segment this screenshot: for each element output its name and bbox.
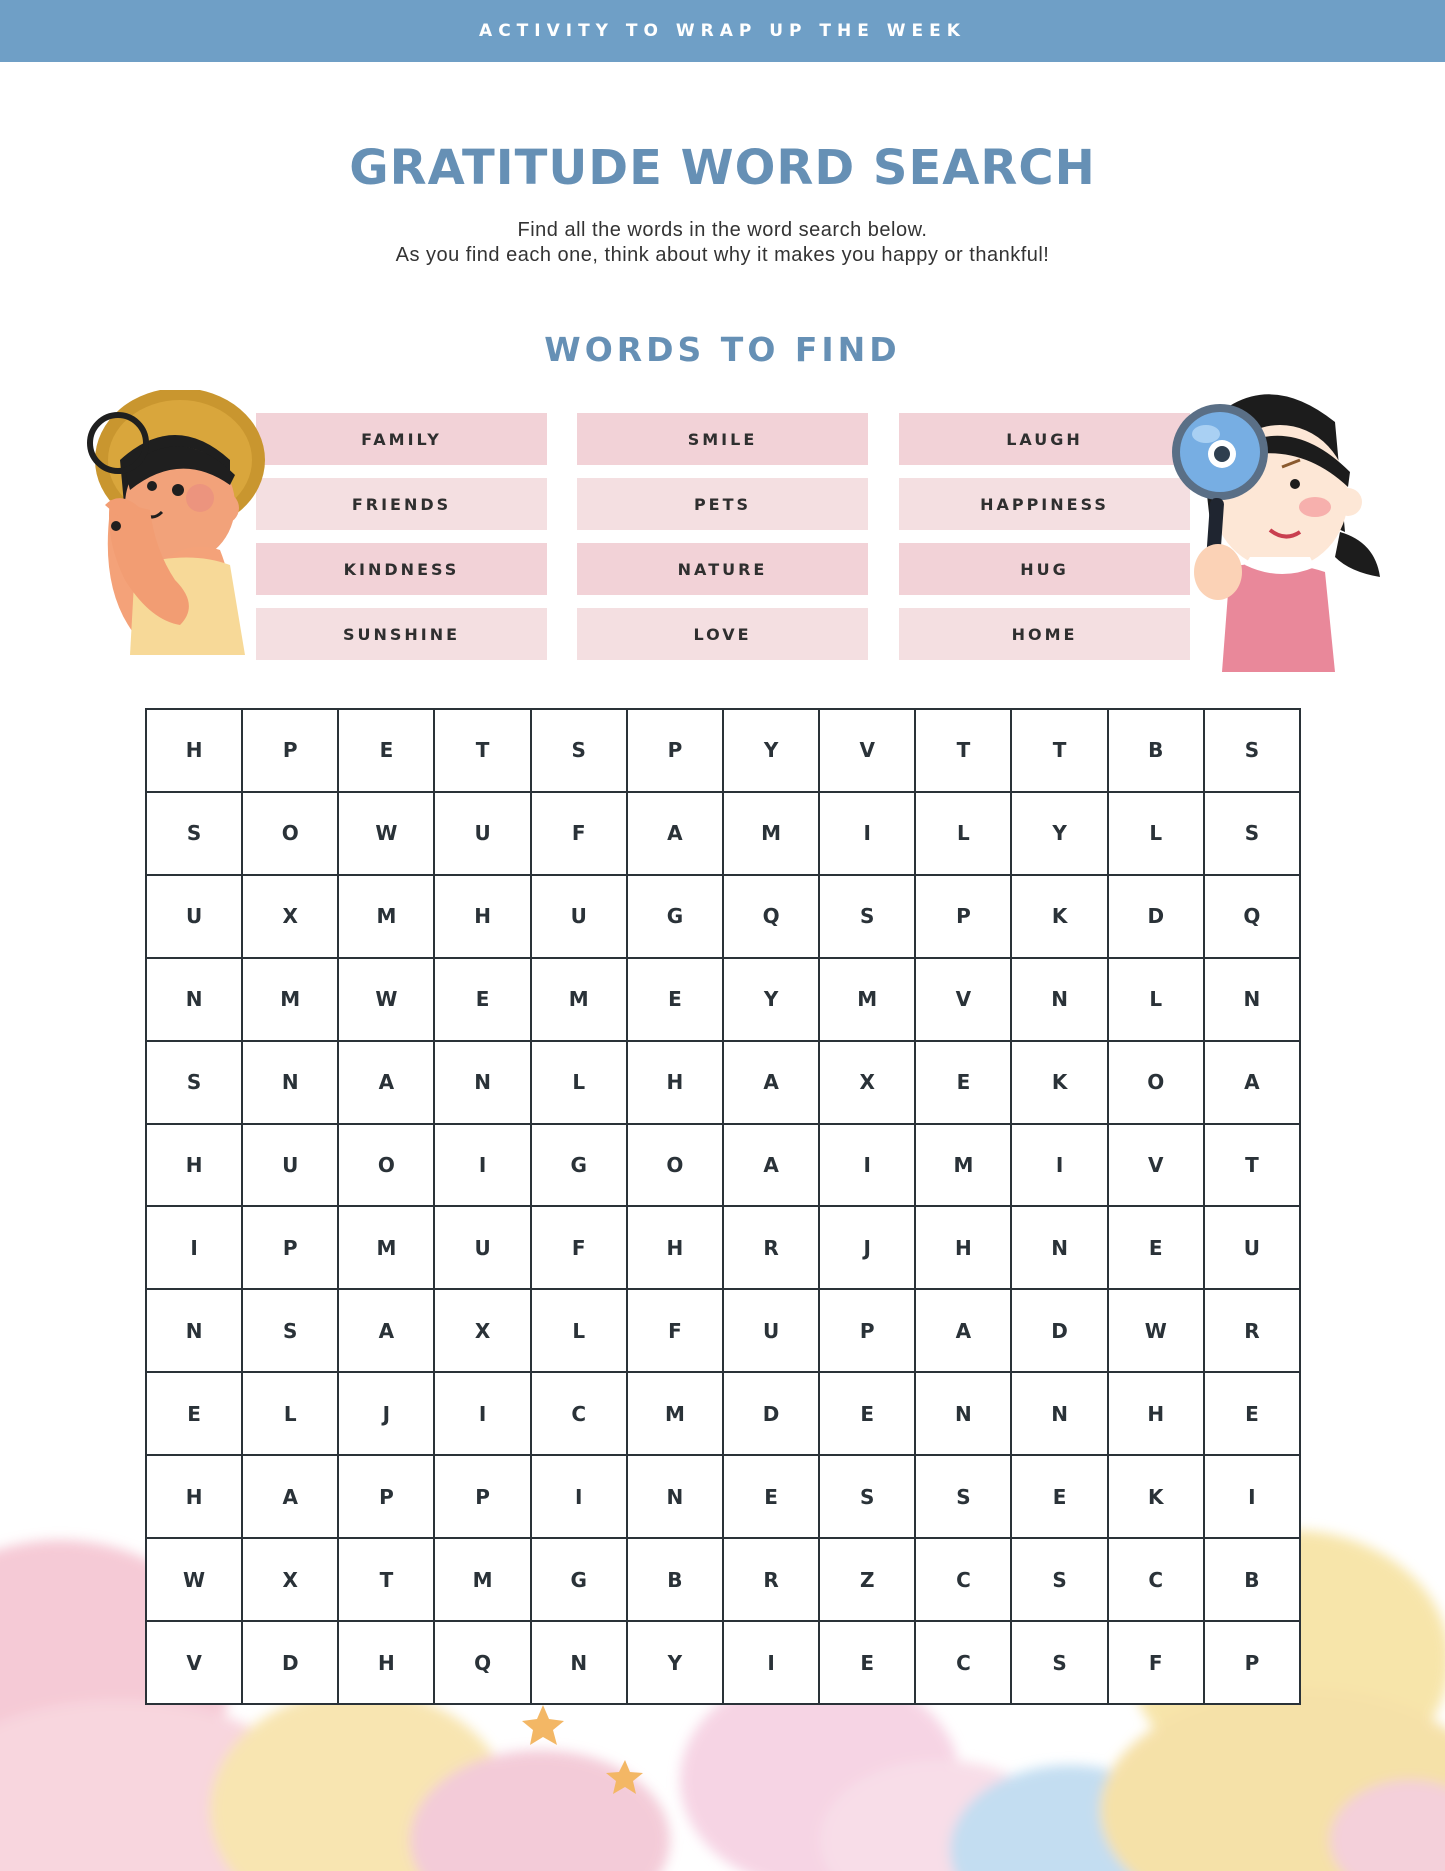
grid-cell[interactable]: S bbox=[1011, 1621, 1107, 1704]
grid-cell[interactable]: S bbox=[242, 1289, 338, 1372]
grid-cell[interactable]: E bbox=[146, 1372, 242, 1455]
grid-cell[interactable]: U bbox=[434, 1206, 530, 1289]
grid-cell[interactable]: E bbox=[1011, 1455, 1107, 1538]
grid-cell[interactable]: A bbox=[338, 1289, 434, 1372]
grid-cell[interactable]: J bbox=[819, 1206, 915, 1289]
grid-cell[interactable]: I bbox=[434, 1124, 530, 1207]
grid-cell[interactable]: C bbox=[1108, 1538, 1204, 1621]
grid-cell[interactable]: G bbox=[531, 1124, 627, 1207]
word-box: LAUGH bbox=[899, 413, 1190, 465]
grid-cell[interactable]: J bbox=[338, 1372, 434, 1455]
banner-text: ACTIVITY TO WRAP UP THE WEEK bbox=[479, 21, 966, 41]
grid-cell[interactable]: Y bbox=[723, 709, 819, 792]
word-search-grid bbox=[145, 708, 1301, 1705]
grid-cell[interactable]: O bbox=[242, 792, 338, 875]
grid-cell[interactable]: N bbox=[146, 1289, 242, 1372]
grid-cell[interactable]: S bbox=[146, 792, 242, 875]
word-box: HUG bbox=[899, 543, 1190, 595]
grid-cell[interactable]: P bbox=[242, 709, 338, 792]
grid-cell[interactable]: S bbox=[1204, 792, 1300, 875]
grid-cell[interactable]: D bbox=[723, 1372, 819, 1455]
word-box: SUNSHINE bbox=[256, 608, 547, 660]
grid-cell[interactable]: M bbox=[819, 958, 915, 1041]
grid-cell[interactable]: T bbox=[915, 709, 1011, 792]
word-box: FRIENDS bbox=[256, 478, 547, 530]
grid-cell[interactable]: N bbox=[1011, 1372, 1107, 1455]
grid-cell[interactable]: Y bbox=[1011, 792, 1107, 875]
grid-cell[interactable]: V bbox=[915, 958, 1011, 1041]
grid-cell[interactable]: T bbox=[1204, 1124, 1300, 1207]
grid-cell[interactable]: B bbox=[1204, 1538, 1300, 1621]
grid-cell[interactable]: I bbox=[531, 1455, 627, 1538]
grid-cell[interactable]: V bbox=[1108, 1124, 1204, 1207]
grid-cell[interactable]: E bbox=[434, 958, 530, 1041]
grid-cell[interactable]: C bbox=[915, 1538, 1011, 1621]
word-box: KINDNESS bbox=[256, 543, 547, 595]
grid-cell[interactable]: V bbox=[819, 709, 915, 792]
grid-cell[interactable]: U bbox=[1204, 1206, 1300, 1289]
grid-cell[interactable]: D bbox=[1011, 1289, 1107, 1372]
grid-cell[interactable]: E bbox=[819, 1372, 915, 1455]
grid-cell[interactable]: B bbox=[627, 1538, 723, 1621]
grid-cell[interactable]: A bbox=[723, 1124, 819, 1207]
grid-cell[interactable]: G bbox=[531, 1538, 627, 1621]
grid-cell[interactable]: R bbox=[1204, 1289, 1300, 1372]
grid-cell[interactable]: A bbox=[915, 1289, 1011, 1372]
thinking-boy-illustration bbox=[80, 390, 270, 665]
grid-cell[interactable]: R bbox=[723, 1538, 819, 1621]
grid-cell[interactable]: K bbox=[1108, 1455, 1204, 1538]
grid-cell[interactable]: P bbox=[242, 1206, 338, 1289]
grid-cell[interactable]: E bbox=[819, 1621, 915, 1704]
word-box: LOVE bbox=[577, 608, 868, 660]
grid-cell[interactable]: S bbox=[1011, 1538, 1107, 1621]
grid-cell[interactable]: N bbox=[1204, 958, 1300, 1041]
grid-cell[interactable]: D bbox=[242, 1621, 338, 1704]
words-to-find-heading: WORDS TO FIND bbox=[544, 330, 901, 369]
grid-cell[interactable]: E bbox=[915, 1041, 1011, 1124]
grid-cell[interactable]: M bbox=[338, 1206, 434, 1289]
word-box: FAMILY bbox=[256, 413, 547, 465]
grid-cell[interactable]: I bbox=[1011, 1124, 1107, 1207]
grid-cell[interactable]: T bbox=[1011, 709, 1107, 792]
grid-cell[interactable]: H bbox=[915, 1206, 1011, 1289]
grid-cell[interactable]: A bbox=[1204, 1041, 1300, 1124]
intro-text bbox=[0, 218, 1445, 268]
grid-cell[interactable]: M bbox=[723, 792, 819, 875]
grid-cell[interactable]: W bbox=[338, 958, 434, 1041]
grid-cell[interactable]: H bbox=[146, 709, 242, 792]
grid-cell[interactable]: S bbox=[1204, 709, 1300, 792]
grid-cell[interactable]: E bbox=[1108, 1206, 1204, 1289]
grid-cell[interactable]: O bbox=[338, 1124, 434, 1207]
grid-cell[interactable]: Q bbox=[723, 875, 819, 958]
grid-cell[interactable]: X bbox=[819, 1041, 915, 1124]
grid-cell[interactable]: N bbox=[434, 1041, 530, 1124]
grid-cell[interactable]: N bbox=[146, 958, 242, 1041]
grid-cell[interactable]: A bbox=[627, 792, 723, 875]
grid-cell[interactable]: O bbox=[1108, 1041, 1204, 1124]
grid-cell[interactable]: P bbox=[1204, 1621, 1300, 1704]
grid-cell[interactable]: U bbox=[531, 875, 627, 958]
top-banner bbox=[0, 0, 1445, 62]
grid-cell[interactable]: Q bbox=[1204, 875, 1300, 958]
grid-cell[interactable]: L bbox=[531, 1289, 627, 1372]
grid-cell[interactable]: L bbox=[1108, 792, 1204, 875]
word-box: HAPPINESS bbox=[899, 478, 1190, 530]
grid-cell[interactable]: W bbox=[1108, 1289, 1204, 1372]
grid-cell[interactable]: L bbox=[242, 1372, 338, 1455]
grid-cell[interactable]: A bbox=[242, 1455, 338, 1538]
grid-cell[interactable]: X bbox=[242, 875, 338, 958]
grid-cell[interactable]: V bbox=[146, 1621, 242, 1704]
grid-cell[interactable]: C bbox=[531, 1372, 627, 1455]
grid-cell[interactable]: W bbox=[146, 1538, 242, 1621]
grid-cell[interactable]: Y bbox=[723, 958, 819, 1041]
grid-cell[interactable]: G bbox=[627, 875, 723, 958]
grid-cell[interactable]: A bbox=[723, 1041, 819, 1124]
grid-cell[interactable]: U bbox=[434, 792, 530, 875]
grid-cell[interactable]: N bbox=[1011, 1206, 1107, 1289]
grid-cell[interactable]: H bbox=[627, 1041, 723, 1124]
grid-cell[interactable]: I bbox=[1204, 1455, 1300, 1538]
grid-cell[interactable]: I bbox=[434, 1372, 530, 1455]
grid-cell[interactable]: A bbox=[338, 1041, 434, 1124]
grid-cell[interactable]: N bbox=[531, 1621, 627, 1704]
grid-cell[interactable]: P bbox=[627, 709, 723, 792]
word-box: NATURE bbox=[577, 543, 868, 595]
grid-cell[interactable]: S bbox=[146, 1041, 242, 1124]
grid-cell[interactable]: D bbox=[1108, 875, 1204, 958]
grid-cell[interactable]: E bbox=[723, 1455, 819, 1538]
grid-cell[interactable]: R bbox=[723, 1206, 819, 1289]
grid-cell[interactable]: B bbox=[1108, 709, 1204, 792]
word-box: PETS bbox=[577, 478, 868, 530]
grid-cell[interactable]: N bbox=[915, 1372, 1011, 1455]
grid-cell[interactable]: F bbox=[627, 1289, 723, 1372]
grid-cell[interactable]: P bbox=[819, 1289, 915, 1372]
word-box: HOME bbox=[899, 608, 1190, 660]
grid-cell[interactable]: H bbox=[627, 1206, 723, 1289]
girl-with-magnifier-illustration bbox=[1150, 372, 1380, 672]
grid-cell[interactable]: W bbox=[338, 792, 434, 875]
grid-cell[interactable]: M bbox=[627, 1372, 723, 1455]
grid-cell[interactable]: S bbox=[915, 1455, 1011, 1538]
grid-cell[interactable]: H bbox=[434, 875, 530, 958]
grid-cell[interactable]: U bbox=[146, 875, 242, 958]
grid-cell[interactable]: M bbox=[531, 958, 627, 1041]
grid-cell[interactable]: U bbox=[242, 1124, 338, 1207]
grid-cell[interactable]: K bbox=[1011, 1041, 1107, 1124]
grid-cell[interactable]: M bbox=[915, 1124, 1011, 1207]
grid-cell[interactable]: F bbox=[531, 1206, 627, 1289]
grid-cell[interactable]: X bbox=[242, 1538, 338, 1621]
grid-cell[interactable]: N bbox=[1011, 958, 1107, 1041]
grid-cell[interactable]: F bbox=[1108, 1621, 1204, 1704]
word-box: SMILE bbox=[577, 413, 868, 465]
grid-cell[interactable]: P bbox=[915, 875, 1011, 958]
grid-cell[interactable]: S bbox=[819, 875, 915, 958]
grid-cell[interactable]: L bbox=[1108, 958, 1204, 1041]
grid-cell[interactable]: E bbox=[627, 958, 723, 1041]
grid-cell[interactable]: Z bbox=[819, 1538, 915, 1621]
grid-cell[interactable]: L bbox=[915, 792, 1011, 875]
grid-cell[interactable]: O bbox=[627, 1124, 723, 1207]
grid-cell[interactable]: T bbox=[338, 1538, 434, 1621]
grid-cell[interactable]: H bbox=[338, 1621, 434, 1704]
grid-cell[interactable]: Q bbox=[434, 1621, 530, 1704]
grid-cell[interactable]: M bbox=[434, 1538, 530, 1621]
grid-cell[interactable]: C bbox=[915, 1621, 1011, 1704]
grid-cell[interactable]: E bbox=[338, 709, 434, 792]
grid-cell[interactable]: Y bbox=[627, 1621, 723, 1704]
grid-cell[interactable]: F bbox=[531, 792, 627, 875]
grid-cell[interactable]: S bbox=[819, 1455, 915, 1538]
grid-cell[interactable]: I bbox=[819, 792, 915, 875]
grid-cell[interactable]: X bbox=[434, 1289, 530, 1372]
grid-cell[interactable]: H bbox=[146, 1124, 242, 1207]
grid-cell[interactable]: N bbox=[242, 1041, 338, 1124]
grid-cell[interactable]: P bbox=[338, 1455, 434, 1538]
grid-cell[interactable]: T bbox=[434, 709, 530, 792]
grid-cell[interactable]: U bbox=[723, 1289, 819, 1372]
page-title: GRATITUDE WORD SEARCH bbox=[349, 140, 1096, 196]
grid-cell[interactable]: M bbox=[338, 875, 434, 958]
intro-line-2: As you find each one, think about why it makes you happy or thankful! bbox=[395, 244, 1050, 266]
grid-cell[interactable]: N bbox=[627, 1455, 723, 1538]
grid-cell[interactable]: S bbox=[531, 709, 627, 792]
grid-cell[interactable]: H bbox=[1108, 1372, 1204, 1455]
grid-cell[interactable]: I bbox=[146, 1206, 242, 1289]
grid-cell[interactable]: I bbox=[819, 1124, 915, 1207]
grid-cell[interactable]: P bbox=[434, 1455, 530, 1538]
grid-cell[interactable]: I bbox=[723, 1621, 819, 1704]
grid-cell[interactable]: K bbox=[1011, 875, 1107, 958]
grid-cell[interactable]: H bbox=[146, 1455, 242, 1538]
grid-cell[interactable]: L bbox=[531, 1041, 627, 1124]
grid-cell[interactable]: E bbox=[1204, 1372, 1300, 1455]
grid-cell[interactable]: M bbox=[242, 958, 338, 1041]
intro-line-1: Find all the words in the word search below. bbox=[517, 219, 928, 241]
